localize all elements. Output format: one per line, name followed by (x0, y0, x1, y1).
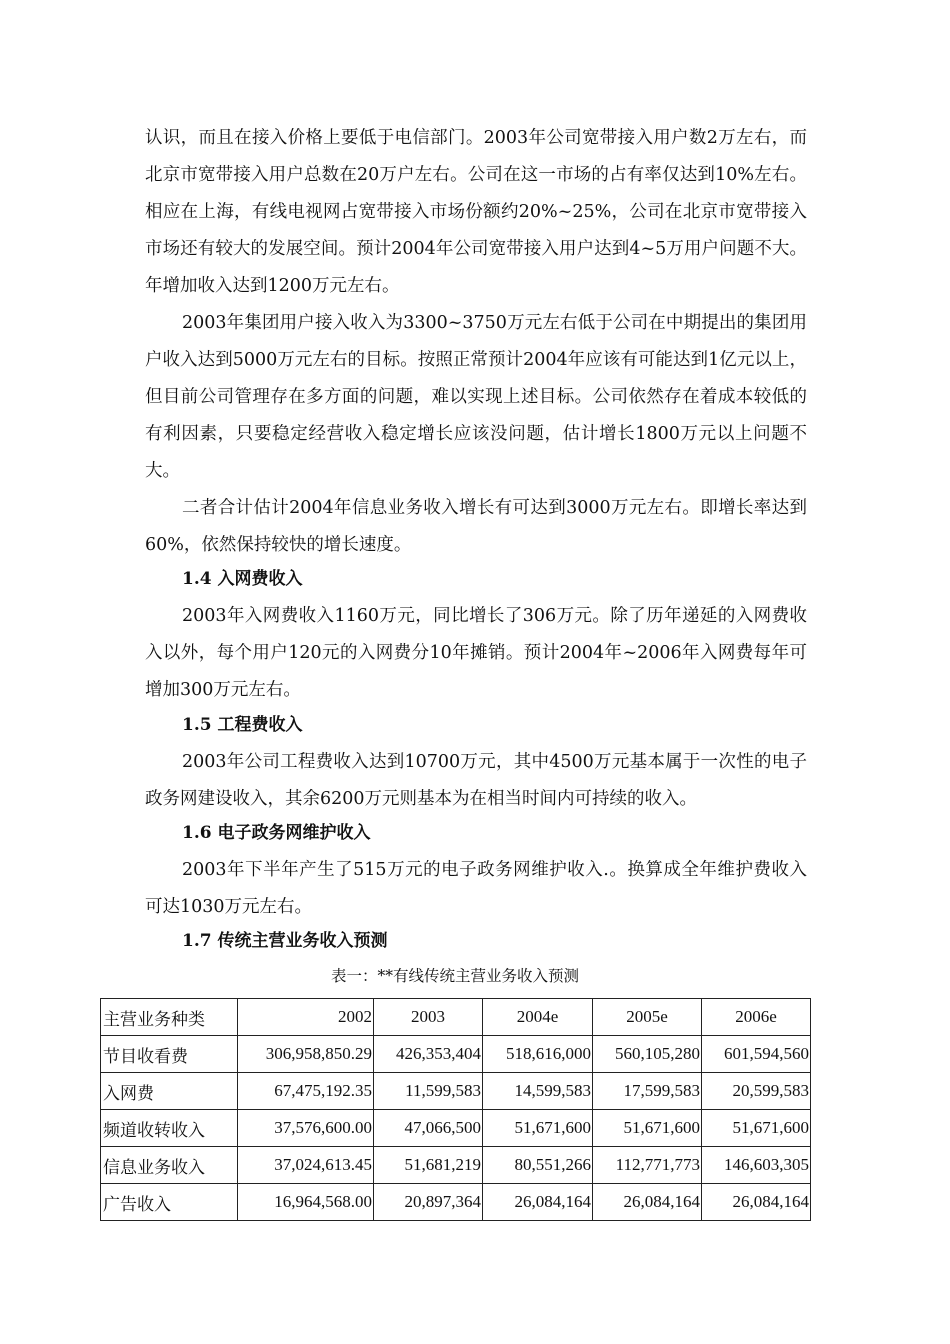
value-cell: 426,353,404 (374, 1036, 483, 1073)
paragraph-broadband: 认识，而且在接入价格上要低于电信部门。2003年公司宽带接入用户数2万左右，而北京市宽带接入用户总数在20万户左右。公司在这一市场的占有率仅达到10%左右。相应在上海，有线电视网占宽带接入市场份额约20%~25%，公司在北京市宽带接入市场还有较大的发展空间。预计2004年公司宽带接入用户达到4~5万用户问题不大。年增加收入达到1200万元左右。 (145, 128, 807, 296)
value-cell: 51,671,600 (702, 1110, 811, 1147)
table-row (101, 1184, 811, 1221)
value-cell: 51,671,600 (483, 1110, 593, 1147)
paragraph-egov-maintenance: 2003年下半年产生了515万元的电子政务网维护收入.。换算成全年维护费收入可达1030万元左右。 (145, 860, 807, 917)
paragraph-connection-fee: 2003年入网费收入1160万元，同比增长了306万元。除了历年递延的入网费收入以外，每个用户120元的入网费分10年摊销。预计2004年~2006年入网费每年可增加300万元左右。 (145, 606, 807, 700)
value-cell: 112,771,773 (593, 1147, 702, 1184)
paragraph-info-business-total: 二者合计估计2004年信息业务收入增长有可达到3000万元左右。即增长率达到60%，依然保持较快的增长速度。 (145, 498, 807, 555)
header-cell: 2003 (374, 999, 483, 1036)
table-row (101, 1073, 811, 1110)
value-cell: 146,603,305 (702, 1147, 811, 1184)
header-cell: 2004e (483, 999, 593, 1036)
value-cell: 67,475,192.35 (238, 1073, 374, 1110)
row-label-cell: 广告收入 (101, 1184, 238, 1221)
header-cell: 2002 (238, 999, 374, 1036)
heading-1-4: 1.4 入网费收入 (182, 569, 303, 589)
value-cell: 16,964,568.00 (238, 1184, 374, 1221)
value-cell: 306,958,850.29 (238, 1036, 374, 1073)
row-label-cell: 入网费 (101, 1073, 238, 1110)
value-cell: 26,084,164 (702, 1184, 811, 1221)
header-cell: 主营业务种类 (101, 999, 238, 1036)
revenue-forecast-table (100, 998, 811, 1221)
heading-1-5: 1.5 工程费收入 (182, 715, 303, 735)
heading-1-6: 1.6 电子政务网维护收入 (182, 823, 371, 843)
value-cell: 37,024,613.45 (238, 1147, 374, 1184)
value-cell: 20,599,583 (702, 1073, 811, 1110)
value-cell: 51,671,600 (593, 1110, 702, 1147)
table-row (101, 1110, 811, 1147)
value-cell: 11,599,583 (374, 1073, 483, 1110)
table-caption: 表一：**有线传统主营业务收入预测 (330, 967, 579, 985)
paragraph-engineering-fee: 2003年公司工程费收入达到10700万元，其中4500万元基本属于一次性的电子政务网建设收入，其余6200万元则基本为在相当时间内可持续的收入。 (145, 752, 807, 809)
value-cell: 518,616,000 (483, 1036, 593, 1073)
value-cell: 26,084,164 (483, 1184, 593, 1221)
value-cell: 26,084,164 (593, 1184, 702, 1221)
row-label-cell: 信息业务收入 (101, 1147, 238, 1184)
header-cell: 2006e (702, 999, 811, 1036)
heading-1-7: 1.7 传统主营业务收入预测 (182, 931, 388, 951)
row-label-cell: 频道收转收入 (101, 1110, 238, 1147)
value-cell: 51,681,219 (374, 1147, 483, 1184)
value-cell: 47,066,500 (374, 1110, 483, 1147)
paragraph-group-users: 2003年集团用户接入收入为3300~3750万元左右低于公司在中期提出的集团用户收入达到5000万元左右的目标。按照正常预计2004年应该有可能达到1亿元以上，但目前公司管理存在多方面的问题，难以实现上述目标。公司依然存在着成本较低的有利因素，只要稳定经营收入稳定增长应该没问题，估计增长1800万元以上问题不大。 (145, 313, 807, 481)
value-cell: 601,594,560 (702, 1036, 811, 1073)
table-row (101, 1147, 811, 1184)
table-header-row (101, 999, 811, 1036)
value-cell: 14,599,583 (483, 1073, 593, 1110)
table-row (101, 1036, 811, 1073)
value-cell: 80,551,266 (483, 1147, 593, 1184)
value-cell: 37,576,600.00 (238, 1110, 374, 1147)
value-cell: 20,897,364 (374, 1184, 483, 1221)
row-label-cell: 节目收看费 (101, 1036, 238, 1073)
value-cell: 17,599,583 (593, 1073, 702, 1110)
value-cell: 560,105,280 (593, 1036, 702, 1073)
header-cell: 2005e (593, 999, 702, 1036)
